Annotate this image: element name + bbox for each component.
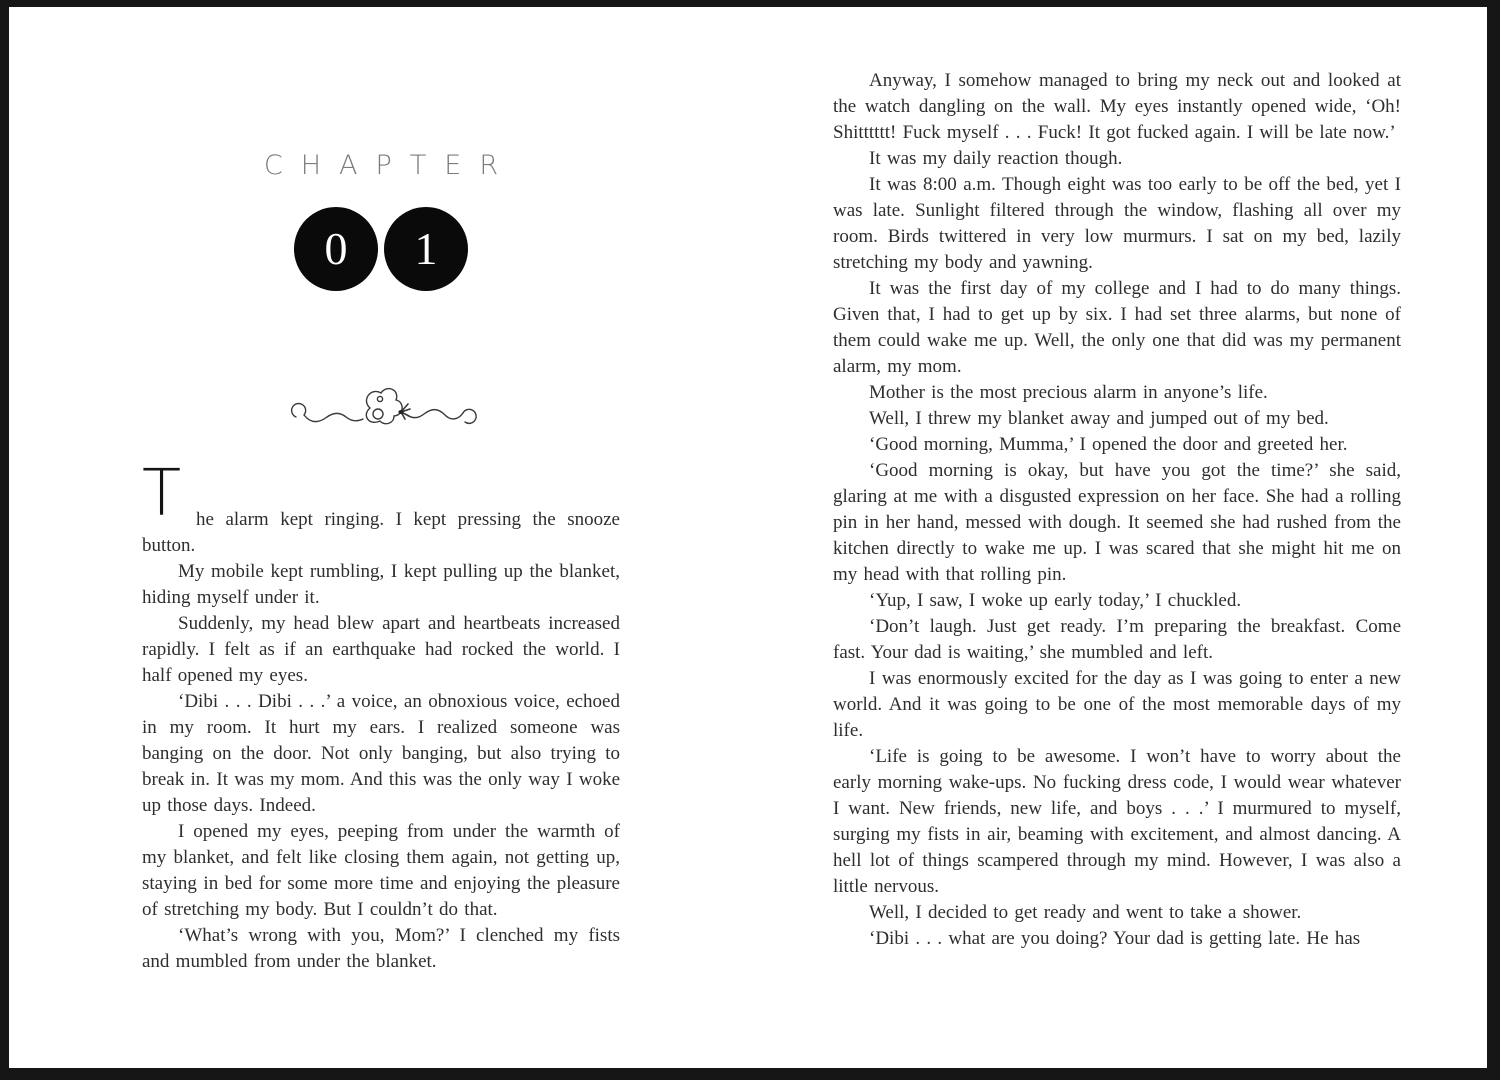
paragraph: It was 8:00 a.m. Though eight was too early to be off the bed, yet I was late. Sunlight filtered through the window, flashing all over my room. Birds twittered in very low murmurs. I sat on my bed, lazily stretching my body and yawning. xyxy=(833,174,1401,273)
paragraph: ‘Good morning, Mumma,’ I opened the door and greeted her. xyxy=(869,434,1348,455)
drop-cap-letter: T xyxy=(142,457,182,531)
paragraph: he alarm kept ringing. I kept pressing the snooze button. xyxy=(142,509,620,556)
butterfly-icon xyxy=(398,404,410,419)
paragraph: Mother is the most precious alarm in anyone’s life. xyxy=(869,382,1268,403)
right-page xyxy=(833,68,1401,952)
paragraph: ‘Yup, I saw, I woke up early today,’ I chuckled. xyxy=(869,590,1242,611)
paragraph: ‘Good morning is okay, but have you got the time?’ she said, glaring at me with a disgusted expression on her face. She had a rolling pin in her hand, messed with dough. It seemed she had rushed from the kitchen directly to wake me up. I was scared that she might hit me on my head with that rolling pin. xyxy=(833,460,1401,585)
paragraph: ‘Dibi . . . what are you doing? Your dad is getting late. He has xyxy=(869,928,1361,949)
chapter-digit: 0 xyxy=(324,223,348,274)
paragraph: I opened my eyes, peeping from under the warmth of my blanket, and felt like closing them again, not getting up, staying in bed for some more time and enjoying the pleasure of stretching my body. But I couldn’t do that. xyxy=(142,821,620,920)
paragraph: Suddenly, my head blew apart and heartbeats increased rapidly. I felt as if an earthquake had rocked the world. I half opened my eyes. xyxy=(142,613,620,686)
flourish-swirl-icon xyxy=(283,371,479,437)
chapter-number-circle-1 xyxy=(384,207,468,291)
paragraph: ‘Life is going to be awesome. I won’t have to worry about the early morning wake-ups. No fucking dress code, I would wear whatever I want. New friends, new life, and boys . . .’ I murmured to myself, surging my fists in air, beaming with excitement, and almost dancing. A hell lot of things scampered through my mind. However, I was also a little nervous. xyxy=(833,746,1401,897)
paragraph: ‘Dibi . . . Dibi . . .’ a voice, an obnoxious voice, echoed in my room. It hurt my ears. I realized someone was banging on the door. Not only banging, but also trying to break in. It was my mom. And this was the only way I woke up those days. Indeed. xyxy=(142,691,620,816)
paragraph: It was the first day of my college and I had to do many things. Given that, I had to get up by six. I had set three alarms, but none of them could wake me up. Well, the only one that did was my permanent alarm, my mom. xyxy=(833,278,1401,377)
paragraph: ‘Don’t laugh. Just get ready. I’m preparing the breakfast. Come fast. Your dad is waiting,’ she mumbled and left. xyxy=(833,616,1401,663)
left-page-text xyxy=(142,507,620,975)
paragraph: I was enormously excited for the day as I was going to enter a new world. And it was going to be one of the most memorable days of my life. xyxy=(833,668,1401,741)
flourish-ornament xyxy=(142,371,620,437)
chapter-heading: CHAPTER xyxy=(263,150,517,181)
paragraph: Anyway, I somehow managed to bring my neck out and looked at the watch dangling on the wall. My eyes instantly opened wide, ‘Oh! Shitttttt! Fuck myself . . . Fuck! It got fucked again. I will be late now.’ xyxy=(833,70,1401,143)
left-page xyxy=(142,7,620,1068)
paragraph: It was my daily reaction though. xyxy=(869,148,1123,169)
chapter-digit: 1 xyxy=(414,223,438,274)
paragraph: My mobile kept rumbling, I kept pulling up the blanket, hiding myself under it. xyxy=(142,561,620,608)
paragraph: Well, I threw my blanket away and jumped out of my bed. xyxy=(869,408,1329,429)
book-spread xyxy=(9,7,1487,1068)
paragraph: ‘What’s wrong with you, Mom?’ I clenched my fists and mumbled from under the blanket. xyxy=(142,925,620,972)
paragraph: Well, I decided to get ready and went to take a shower. xyxy=(869,902,1302,923)
chapter-number-circle-0 xyxy=(294,207,378,291)
chapter-number xyxy=(294,207,468,291)
